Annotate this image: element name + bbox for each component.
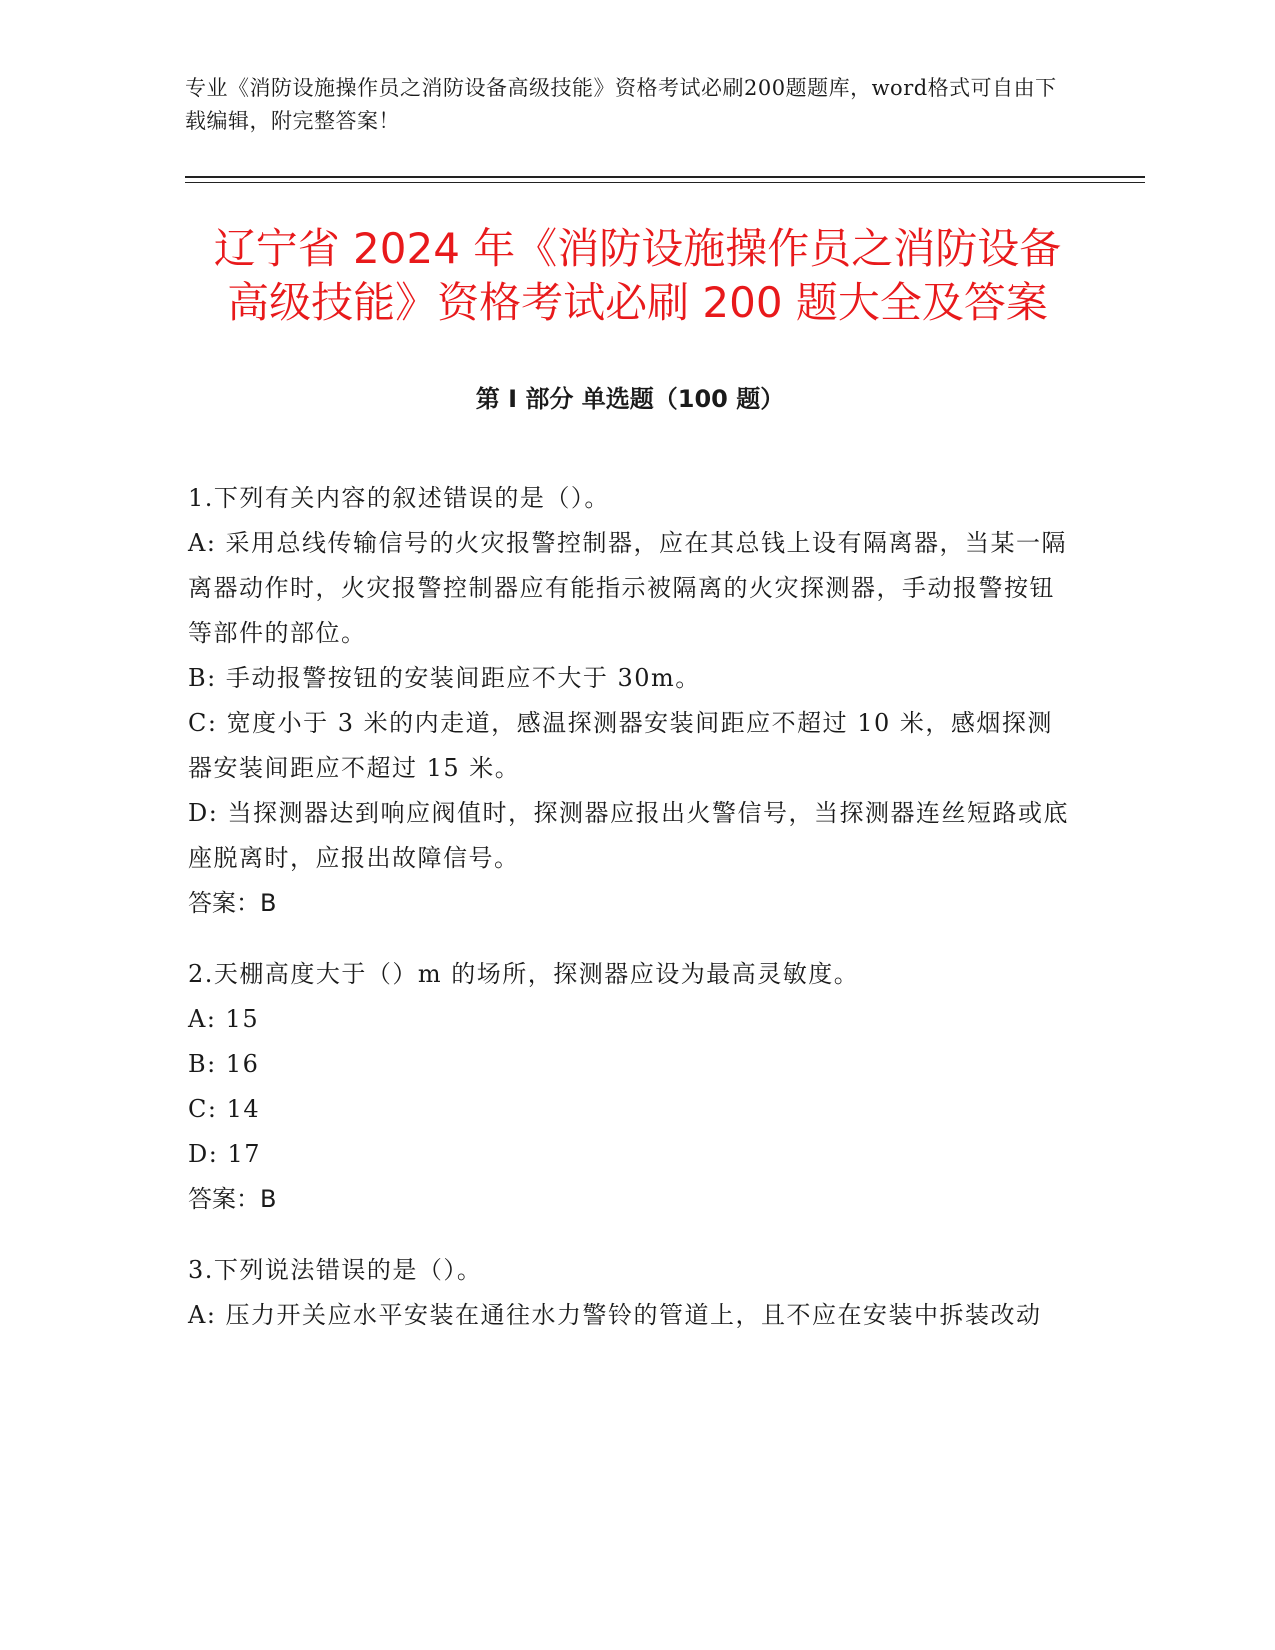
document-title-line2: 高级技能》资格考试必刷 200 题大全及答案 bbox=[227, 278, 1048, 327]
option-a: A: 压力开关应水平安装在通往水力警铃的管道上，且不应在安装中拆装改动 bbox=[188, 1301, 1042, 1329]
question-stem: 1.下列有关内容的叙述错误的是（）。 bbox=[188, 484, 610, 512]
answer-line: 答案：B bbox=[188, 889, 277, 917]
question-2 bbox=[188, 952, 1078, 1222]
option-a: A: 15 bbox=[188, 1005, 260, 1033]
answer-line: 答案：B bbox=[188, 1185, 277, 1213]
document-title-line1: 辽宁省 2024 年《消防设施操作员之消防设备 bbox=[213, 224, 1062, 273]
option-c: C: 14 bbox=[188, 1095, 261, 1123]
question-stem: 2.天棚高度大于（）m 的场所，探测器应设为最高灵敏度。 bbox=[188, 960, 860, 988]
option-a: A: 采用总线传输信号的火灾报警控制器，应在其总钱上设有隔离器，当某一隔离器动作时，火灾报警控制器应有能指示被隔离的火灾探测器，手动报警按钮等部件的部位。 bbox=[188, 529, 1068, 647]
document-title bbox=[130, 222, 1145, 330]
option-b: B: 手动报警按钮的安装间距应不大于 30m。 bbox=[188, 664, 701, 692]
header-note: 专业《消防设施操作员之消防设备高级技能》资格考试必刷200题题库，word格式可自由下载编辑，附完整答案！ bbox=[185, 76, 1057, 133]
option-c: C: 宽度小于 3 米的内走道，感温探测器安装间距应不超过 10 米，感烟探测器安装间距应不超过 15 米。 bbox=[188, 709, 1053, 782]
option-d: D: 17 bbox=[188, 1140, 261, 1168]
option-b: B: 16 bbox=[188, 1050, 260, 1078]
header-divider-thin bbox=[185, 182, 1145, 183]
section-title: 第 I 部分 单选题（100 题） bbox=[475, 385, 785, 413]
question-3 bbox=[188, 1248, 1078, 1338]
option-d: D: 当探测器达到响应阀值时，探测器应报出火警信号，当探测器连丝短路或底座脱离时，应报出故障信号。 bbox=[188, 799, 1069, 872]
question-list bbox=[188, 476, 1078, 1364]
question-stem: 3.下列说法错误的是（）。 bbox=[188, 1256, 483, 1284]
question-1 bbox=[188, 476, 1078, 926]
header-divider-thick bbox=[185, 176, 1145, 178]
